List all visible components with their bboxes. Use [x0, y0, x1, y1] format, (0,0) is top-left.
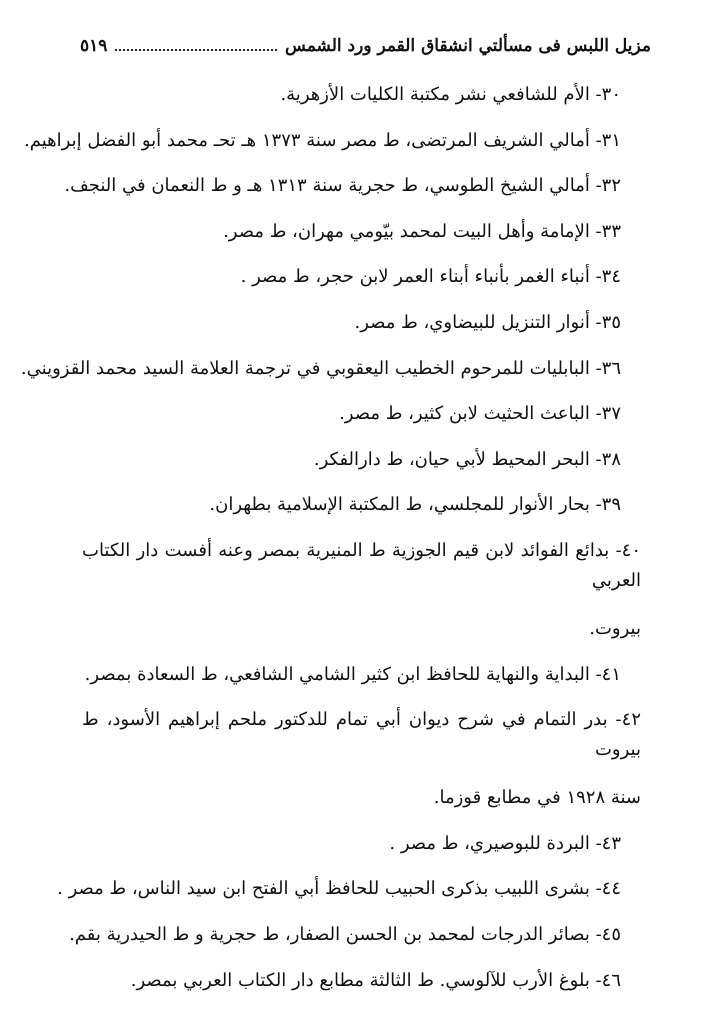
bibliography-entry: ٤٦- بلوغ الأرب للآلوسي. ط الثالثة مطابع دار الكتاب العربي بمصر.	[130, 969, 621, 991]
bibliography-entry: ٣٢- أمالي الشيخ الطوسي، ط حجرية سنة ١٣١٣ هـ و ط النعمان في النجف.	[64, 175, 621, 197]
header-title: مزيل اللبس فى مسألتي انشقاق القمر ورد الشمس	[285, 36, 651, 56]
header-dot-leader	[115, 49, 277, 51]
entry-continuation: سنة ١٩٢٨ في مطابع قوزما.	[433, 787, 641, 809]
bibliography-entry-multiline	[82, 705, 641, 813]
bibliography-entry: ٤٥- بصائر الدرجات لمحمد بن الحسن الصفار، ط حجرية و ط الحيدرية بقم.	[69, 923, 621, 945]
bibliography-entry: ٣٣- الإمامة وأهل البيت لمحمد بيّومي مهران، ط مصر.	[223, 220, 621, 242]
entry-first-line: ٤٢- بدر التمام في شرح ديوان أبي تمام للدكتور ملحم إبراهيم الأسود، ط بيروت	[82, 709, 641, 761]
bibliography-entry: ٣٠- الأم للشافعي نشر مكتبة الكليات الأزهرية.	[280, 84, 621, 105]
bibliography-entry: ٤١- البداية والنهاية للحافظ ابن كثير الشامي الشافعي، ط السعادة بمصر.	[84, 663, 621, 685]
bibliography-entry: ٣٩- بحار الأنوار للمجلسي، ط المكتبة الإسلامية بطهران.	[209, 494, 621, 516]
running-header	[80, 32, 651, 60]
bibliography-entry: ٤٣- البردة للبوصيري، ط مصر .	[389, 832, 621, 854]
bibliography-entry: ٣٤- أنباء الغمر بأنباء أبناء العمر لابن حجر، ط مصر .	[240, 266, 621, 288]
bibliography-entry-multiline	[82, 536, 641, 644]
bibliography-entry: ٣٨- البحر المحيط لأبي حيان، ط دارالفكر.	[313, 448, 621, 470]
bibliography-entry: ٣٦- البابليات للمرحوم الخطيب اليعقوبي في ترجمة العلامة السيد محمد القزويني.	[20, 357, 621, 379]
bibliography-entry: ٤٤- بشرى اللبيب بذكرى الحبيب للحافظ أبي الفتح ابن سيد الناس، ط مصر .	[57, 878, 621, 900]
page-number: ٥١٩	[80, 36, 108, 56]
bibliography-entry: ٣٧- الباعث الحثيث لابن كثير، ط مصر.	[339, 403, 621, 425]
entry-continuation: بيروت.	[589, 617, 641, 639]
bibliography-entry: ٣٥- أنوار التنزيل للبيضاوي، ط مصر.	[354, 311, 621, 333]
bibliography-entry: ٣١- أمالي الشريف المرتضى، ط مصر سنة ١٣٧٣ هـ تحـ محمد أبو الفضل إبراهيم.	[24, 129, 621, 151]
bibliography-list	[20, 80, 641, 1011]
entry-first-line: ٤٠- بدائع الفوائد لابن قيم الجوزية ط المنيرية بمصر وعنه أفست دار الكتاب العربي	[82, 539, 641, 591]
